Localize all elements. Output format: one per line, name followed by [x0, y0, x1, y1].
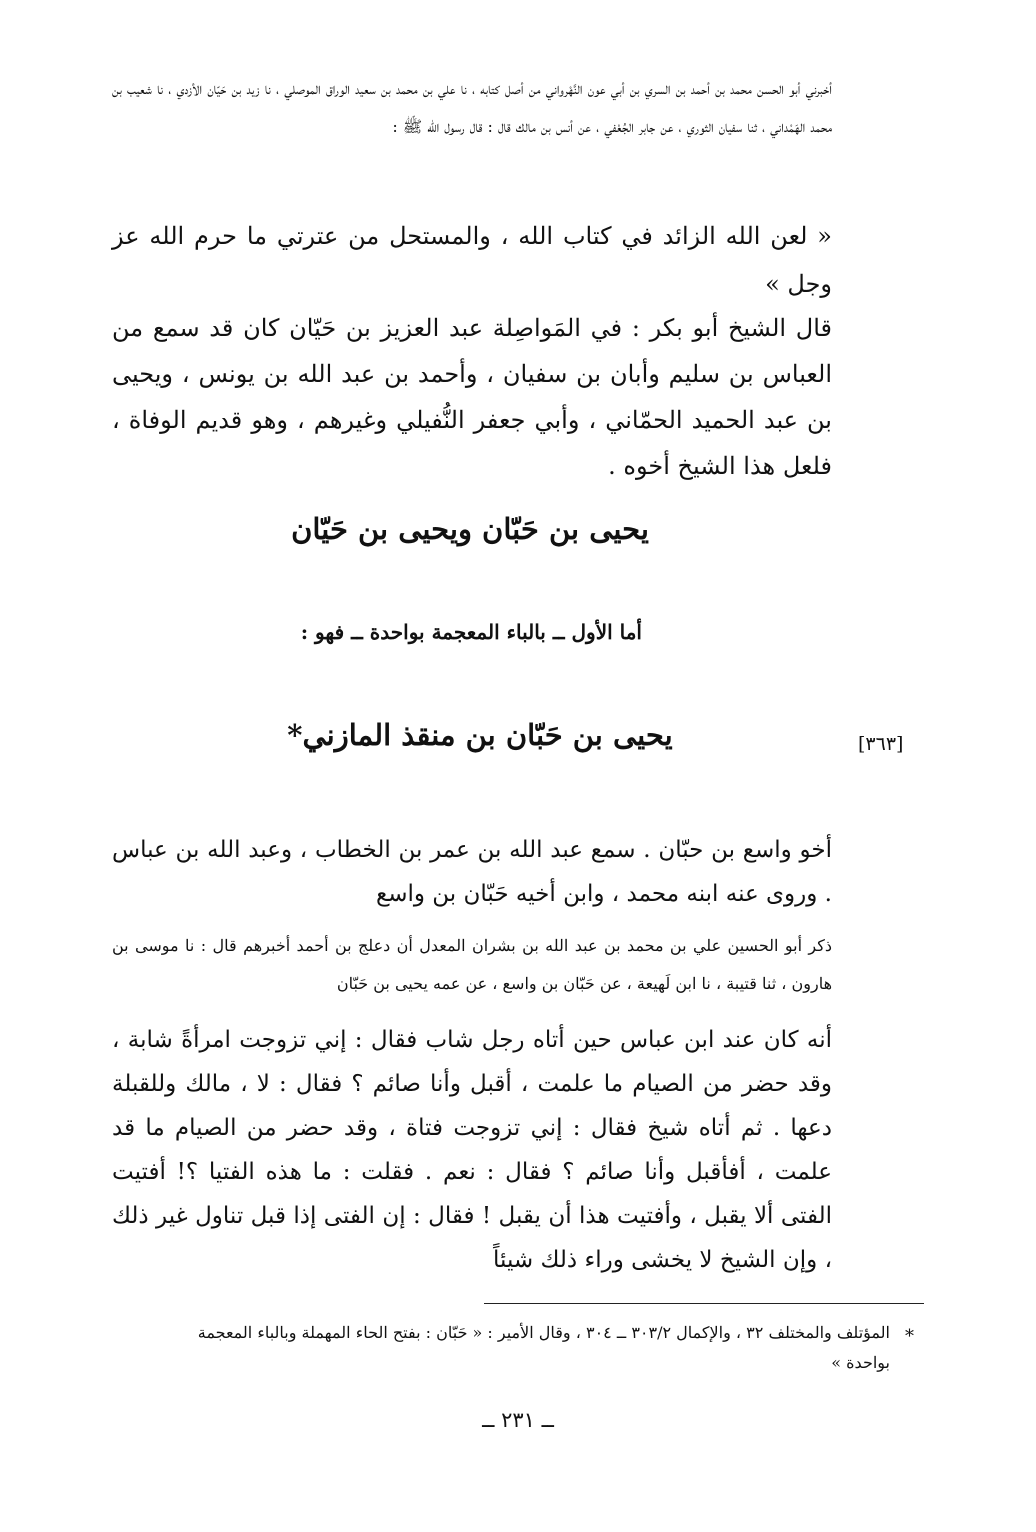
footnote-marker: *: [905, 1326, 914, 1347]
isnad-paragraph-2: ذكر أبو الحسين علي بن محمد بن عبد الله بن بشران المعدل أن دعلج بن أحمد أخبرهم قال : نا موسى بن هارون ، ثنا قتيبة ، نا ابن لَهيعة ، عن حَبّان بن واسع ، عن عمه يحيى بن حَبّان: [112, 936, 832, 993]
entry-number: [٣٦٣]: [858, 733, 904, 755]
page-number: ــ ٢٣١ ــ: [482, 1408, 554, 1432]
footnote-text: المؤتلف والمختلف ٣٢ ، والإكمال ٣٠٣/٢ ــ ٣٠٤ ، وقال الأمير : « حَبّان : بفتح الحاء المهملة وبالباء المعجمة بواحدة »: [197, 1323, 890, 1372]
commentary-paragraph: قال الشيخ أبو بكر : في المَواصِلة عبد العزيز بن حَيّان كان قد سمع من العباس بن سليم وأبان بن سفيان ، وأحمد بن عبد الله بن يونس ، ويحيى بن عبد الحميد الحمّاني ، وأبي جعفر النُّفيلي وغيرهم ، وهو قديم الوفاة ، فلعل هذا الشيخ أخوه .: [112, 314, 832, 480]
isnad-paragraph-1: أخبرني أبو الحسن محمد بن أحمد بن السري بن أبي عون النَّهْرواني من أصل كتابه ، نا علي بن محمد بن سعيد الوراق الموصلي ، نا زيد بن حَيّان الأزدي ، نا شعيب بن محمد الهَمْداني ، ثنا سفيان الثوري ، عن جابر الجُعْفي ، عن أنس بن مالك قال : قال رسول الله ﷺ :: [112, 79, 832, 136]
footnote-separator: [484, 1303, 924, 1304]
section-title: يحيى بن حَبّان ويحيى بن حَيّان: [291, 512, 649, 546]
subsection-heading: أما الأول ــ بالباء المعجمة بواحدة ــ فهو :: [300, 620, 642, 644]
entry-title: يحيى بن حَبّان بن منقذ المازني*: [287, 718, 673, 752]
hadith-text-1: « لعن الله الزائد في كتاب الله ، والمستحل من عترتي ما حرم الله عز وجل »: [112, 222, 832, 298]
biography-paragraph: أخو واسع بن حبّان . سمع عبد الله بن عمر بن الخطاب ، وعبد الله بن عباس . وروى عنه ابنه محمد ، وابن أخيه حَبّان بن واسع: [112, 837, 832, 907]
narrative-paragraph: أنه كان عند ابن عباس حين أتاه رجل شاب فقال : إني تزوجت امرأةً شابة ، وقد حضر من الصيام ما علمت ، أقبل وأنا صائم ؟ فقال : لا ، مالك وللقبلة دعها . ثم أتاه شيخ فقال : إني تزوجت فتاة ، وقد حضر من الصيام ما قد علمت ، أفأقبل وأنا صائم ؟ فقال : نعم . فقلت : ما هذه الفتيا ؟! أفتيت الفتى ألا يقبل ، وأفتيت هذا أن يقبل ! فقال : إن الفتى إذا قبل تناول غير ذلك ، وإن الشيخ لا يخشى وراء ذلك شيئاً: [112, 1027, 832, 1273]
